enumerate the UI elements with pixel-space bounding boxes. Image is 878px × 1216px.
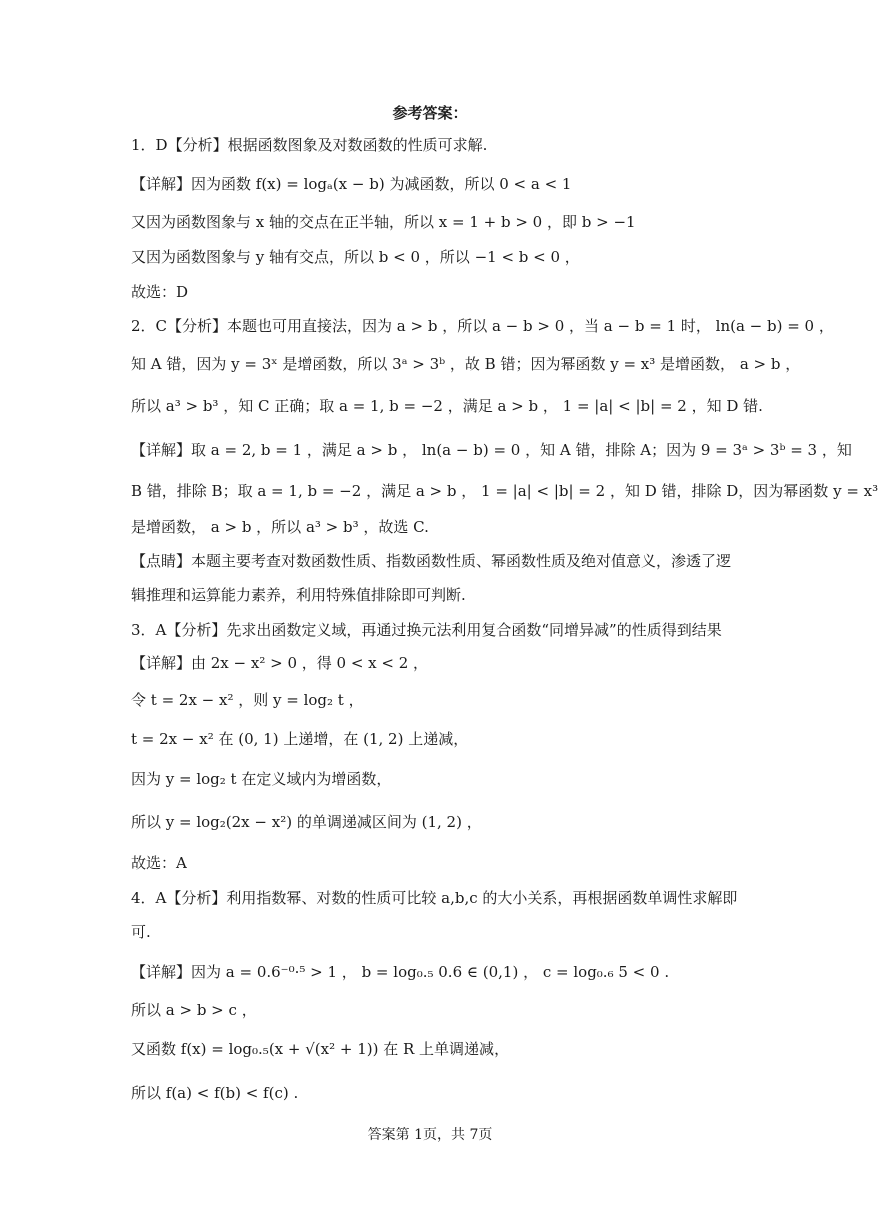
- text-line: 【详解】因为函数 f(x) = logₐ(x − b) 为减函数，所以 0 < a < 1: [131, 175, 572, 193]
- text-line: 【点睛】本题主要考查对数函数性质、指数函数性质、幂函数性质及绝对值意义，渗透了逻: [131, 552, 732, 570]
- text-line: t = 2x − x² 在 (0, 1) 上递增，在 (1, 2) 上递减，: [131, 730, 469, 748]
- text-line: 3．A【分析】先求出函数定义域，再通过换元法利用复合函数“同增异减”的性质得到结果: [131, 621, 722, 639]
- text-line: 可.: [131, 923, 151, 941]
- text-line: 2．C【分析】本题也可用直接法，因为 a > b ，所以 a − b > 0 ，当 a − b = 1 时， ln(a − b) = 0 ，: [131, 317, 834, 335]
- text-line: 1．D【分析】根据函数图象及对数函数的性质可求解.: [131, 136, 488, 154]
- text-line: 是增函数， a > b ，所以 a³ > b³ ，故选 C.: [131, 518, 429, 536]
- text-line: 所以 f(a) < f(b) < f(c) .: [131, 1084, 299, 1102]
- text-line: B 错，排除 B；取 a = 1, b = −2 ，满足 a > b ， 1 = |a| < |b| = 2 ，知 D 错，排除 D，因为幂函数 y = x³: [131, 482, 878, 500]
- text-line: 因为 y = log₂ t 在定义域内为增函数，: [131, 770, 392, 788]
- text-line: 故选：A: [131, 854, 187, 872]
- text-line: 又因为函数图象与 x 轴的交点在正半轴，所以 x = 1 + b > 0 ，即 b > −1: [131, 213, 636, 231]
- text-line: 令 t = 2x − x² ，则 y = log₂ t ，: [131, 691, 364, 709]
- text-line: 知 A 错，因为 y = 3ˣ 是增函数，所以 3ᵃ > 3ᵇ ，故 B 错；因为幂函数 y = x³ 是增函数， a > b ，: [131, 355, 801, 373]
- page-footer: 答案第 1页，共 7页: [367, 1127, 493, 1143]
- text-line: 【详解】由 2x − x² > 0 ，得 0 < x < 2 ，: [131, 654, 429, 672]
- text-line: 所以 a > b > c ，: [131, 1001, 257, 1019]
- page-title: 参考答案：: [392, 104, 468, 122]
- text-line: 又函数 f(x) = log₀.₅(x + √(x² + 1)) 在 R 上单调递减，: [131, 1040, 510, 1058]
- text-line: 又因为函数图象与 y 轴有交点，所以 b < 0 ，所以 −1 < b < 0 ，: [131, 248, 580, 266]
- text-line: 故选：D: [131, 283, 189, 301]
- text-line: 辑推理和运算能力素养，利用特殊值排除即可判断.: [131, 586, 466, 604]
- text-line: 【详解】因为 a = 0.6⁻⁰·⁵ > 1 ， b = log₀.₅ 0.6 ∈ (0,1) ， c = log₀.₆ 5 < 0 .: [131, 963, 670, 981]
- text-line: 所以 y = log₂(2x − x²) 的单调递减区间为 (1, 2) ，: [131, 813, 482, 831]
- text-line: 所以 a³ > b³ ，知 C 正确；取 a = 1, b = −2 ，满足 a > b ， 1 = |a| < |b| = 2 ，知 D 错.: [131, 397, 763, 415]
- text-line: 【详解】取 a = 2, b = 1 ，满足 a > b ， ln(a − b) = 0 ，知 A 错，排除 A；因为 9 = 3ᵃ > 3ᵇ = 3 ，知: [131, 441, 852, 459]
- text-line: 4．A【分析】利用指数幂、对数的性质可比较 a,b,c 的大小关系，再根据函数单调性求解即: [131, 889, 738, 907]
